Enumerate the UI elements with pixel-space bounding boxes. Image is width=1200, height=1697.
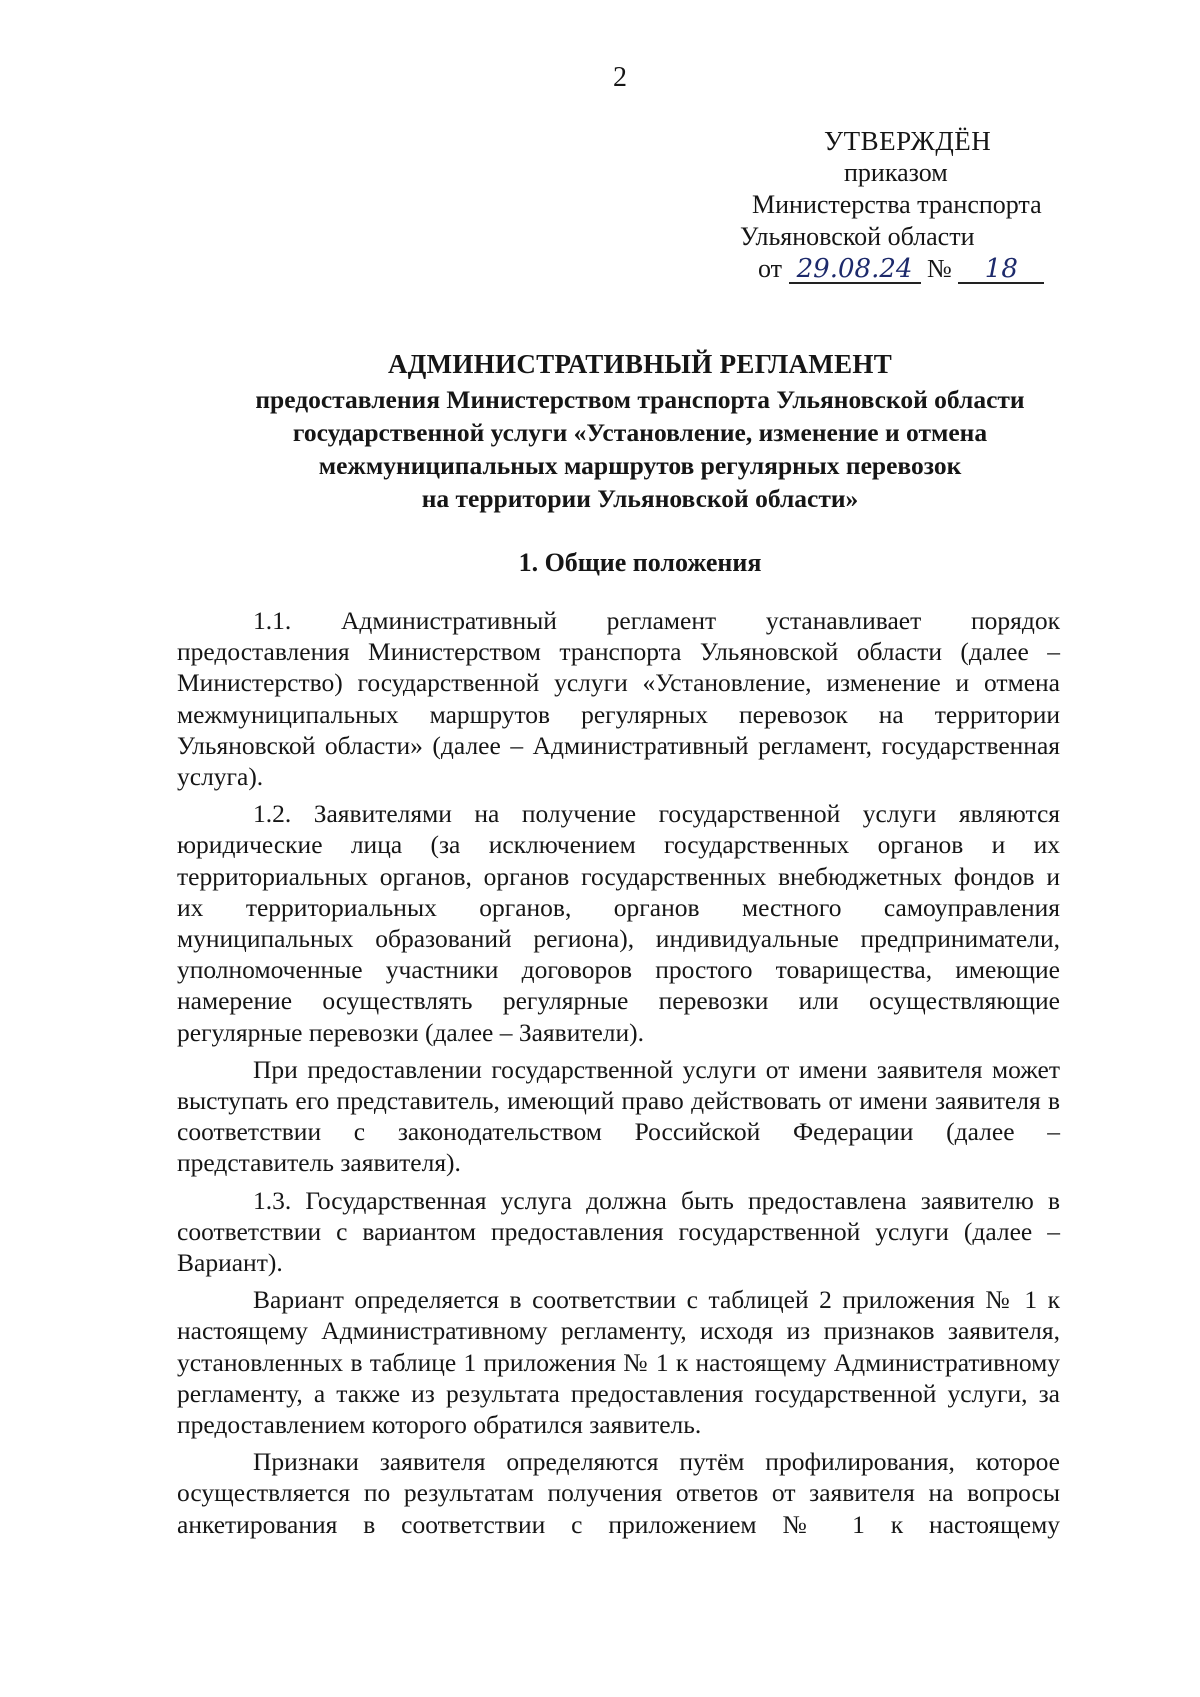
document-title bbox=[200, 348, 1080, 515]
approval-heading: УТВЕРЖДЁН bbox=[824, 126, 992, 156]
title-main: АДМИНИСТРАТИВНЫЙ РЕГЛАМЕНТ bbox=[387, 349, 893, 379]
approval-line-3: Ульяновской области bbox=[740, 222, 975, 251]
date-prefix: от bbox=[758, 254, 783, 283]
approval-date-line bbox=[740, 253, 1140, 285]
paragraph: 1.3. Государственная услуга должна быть предоставлена заявителю в соответствии с вариантом предоставления государственной услуги (далее – Вариант). bbox=[177, 1185, 1060, 1278]
title-line-2: государственной услуги «Установление, изменение и отмена bbox=[292, 418, 988, 447]
handwritten-date: 29.08.24 bbox=[789, 256, 921, 284]
paragraph: 1.2. Заявителями на получение государственной услуги являются юридические лица (за исключением государственных органов и их территориальных органов, органов государственных внебюджетных фондов и их территориальных органов, органов местного самоуправления муниципальных образований региона), индивидуальные предприниматели, уполномоченные участники договоров простого товарищества, имеющие намерение осуществлять регулярные перевозки или осуществляющие регулярные перевозки (далее – Заявители). bbox=[177, 799, 1060, 1047]
title-line-3: межмуниципальных маршрутов регулярных перевозок bbox=[318, 451, 962, 480]
paragraph: Вариант определяется в соответствии с таблицей 2 приложения № 1 к настоящему Административному регламенту, исходя из признаков заявителя, установленных в таблице 1 приложения № 1 к настоящему Административному регламенту, а также из результата предоставления государственной услуги, за предоставлением которого обратился заявитель. bbox=[177, 1285, 1060, 1440]
approval-line-2: Министерства транспорта bbox=[752, 190, 1042, 219]
handwritten-number: 18 bbox=[958, 256, 1044, 284]
paragraph: 1.1. Административный регламент устанавливает порядок предоставления Министерством транспорта Ульяновской области (далее – Министерство) государственной услуги «Установление, изменение и отмена межмуниципальных маршрутов регулярных перевозок на территории Ульяновской области» (далее – Административный регламент, государственная услуга). bbox=[177, 606, 1060, 792]
paragraph: Признаки заявителя определяются путём профилирования, которое осуществляется по результатам получения ответов от заявителя на вопросы анкетирования в соответствии с приложением № 1 к настоящему bbox=[177, 1447, 1060, 1539]
approval-stamp bbox=[740, 125, 1140, 285]
paragraph: При предоставлении государственной услуги от имени заявителя может выступать его представитель, имеющий право действовать от имени заявителя в соответствии с законодательством Российской Федерации (далее – представитель заявителя). bbox=[177, 1054, 1060, 1178]
number-prefix: № bbox=[927, 254, 952, 283]
section-heading: 1. Общие положения bbox=[518, 548, 762, 577]
approval-line-1: приказом bbox=[844, 158, 948, 187]
title-line-4: на территории Ульяновской области» bbox=[421, 484, 859, 513]
body-text bbox=[177, 605, 1060, 1546]
page-number: 2 bbox=[613, 62, 627, 93]
title-line-1: предоставления Министерством транспорта Ульяновской области bbox=[255, 385, 1025, 414]
